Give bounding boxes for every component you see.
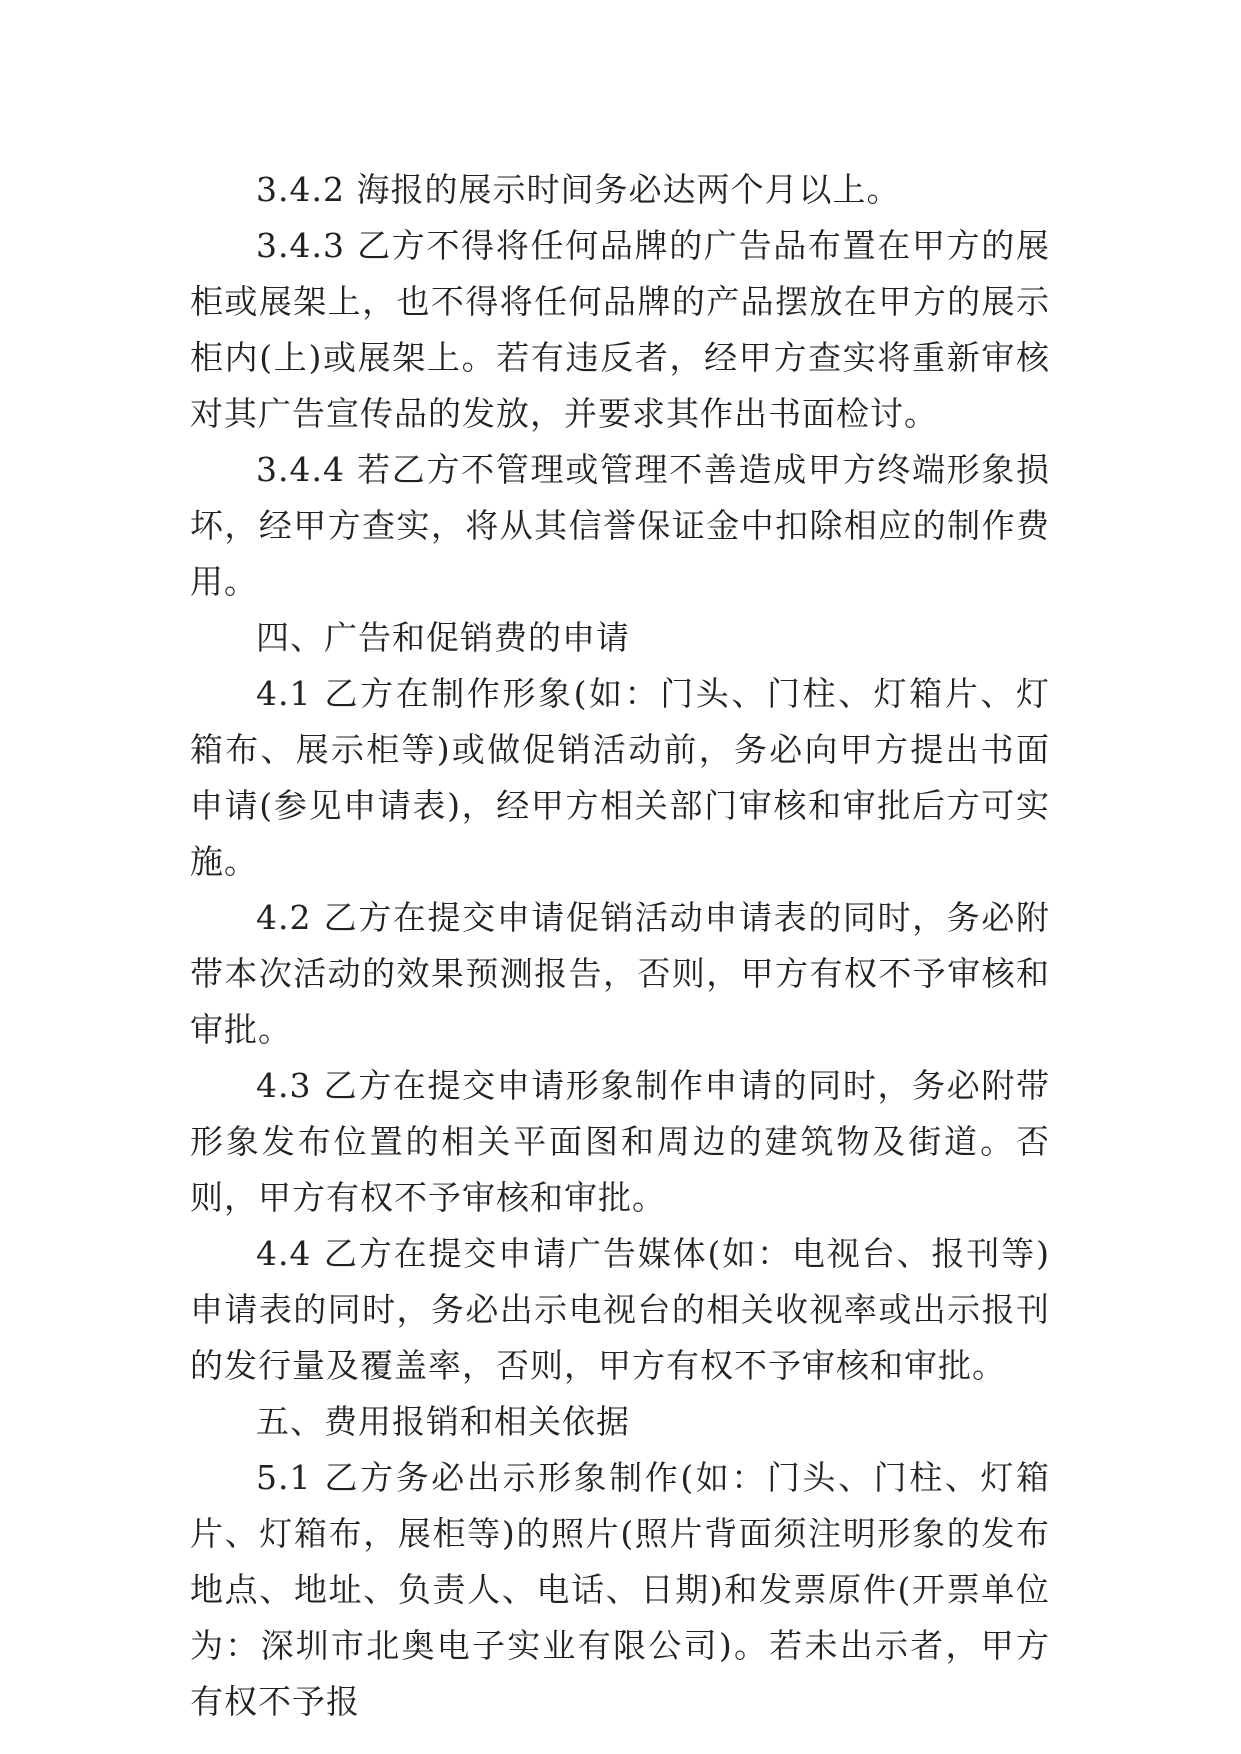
clause-3-4-4: 3.4.4 若乙方不管理或管理不善造成甲方终端形象损坏，经甲方查实，将从其信誉保证金中扣除相应的制作费用。 — [190, 450, 1050, 601]
clause-3-4-2: 3.4.2 海报的展示时间务必达两个月以上。 — [256, 170, 901, 209]
clause-5-1: 5.1 乙方务必出示形象制作(如：门头、门柱、灯箱片、灯箱布，展柜等)的照片(照片背面须注明形象的发布地点、地址、负责人、电话、日期)和发票原件(开票单位为：深圳市北奥电子实业有限公司)。若未出示者，甲方有权不予报 — [190, 1458, 1050, 1721]
clause-4-4: 4.4 乙方在提交申请广告媒体(如：电视台、报刊等)申请表的同时，务必出示电视台的相关收视率或出示报刊的发行量及覆盖率，否则，甲方有权不予审核和审批。 — [190, 1234, 1050, 1385]
document-body — [190, 162, 1050, 1730]
clause-4-1: 4.1 乙方在制作形象(如：门头、门柱、灯箱片、灯箱布、展示柜等)或做促销活动前，务必向甲方提出书面申请(参见申请表)，经甲方相关部门审核和审批后方可实施。 — [190, 674, 1050, 881]
section-heading-5: 五、费用报销和相关依据 — [256, 1402, 630, 1441]
clause-4-3: 4.3 乙方在提交申请形象制作申请的同时，务必附带形象发布位置的相关平面图和周边的建筑物及街道。否则，甲方有权不予审核和审批。 — [190, 1066, 1050, 1217]
section-heading-4: 四、广告和促销费的申请 — [256, 618, 630, 657]
clause-3-4-3: 3.4.3 乙方不得将任何品牌的广告品布置在甲方的展柜或展架上，也不得将任何品牌的产品摆放在甲方的展示柜内(上)或展架上。若有违反者，经甲方查实将重新审核对其广告宣传品的发放，并要求其作出书面检讨。 — [190, 226, 1050, 433]
clause-4-2: 4.2 乙方在提交申请促销活动申请表的同时，务必附带本次活动的效果预测报告，否则，甲方有权不予审核和审批。 — [190, 898, 1050, 1049]
